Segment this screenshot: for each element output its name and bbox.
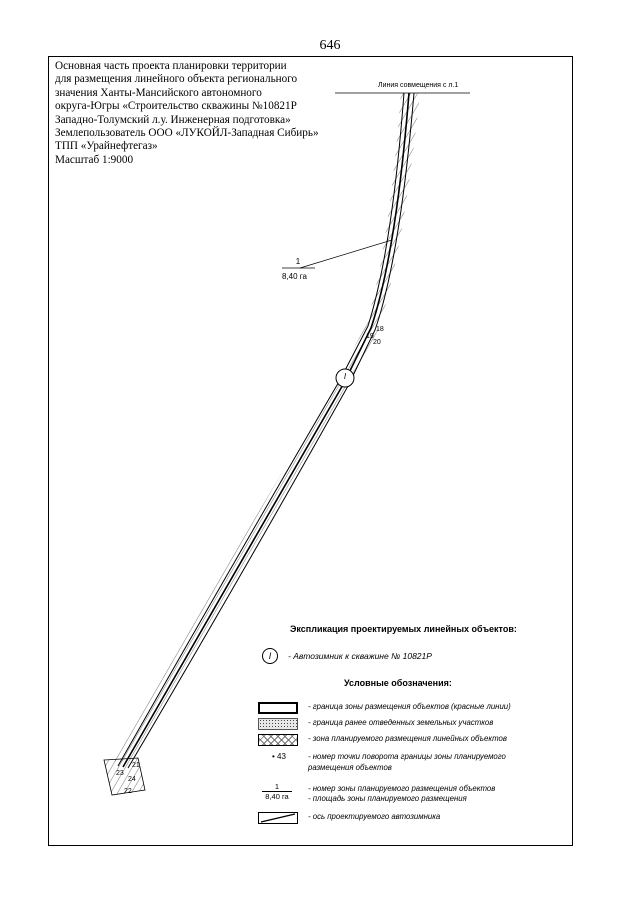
title-line: значения Ханты-Мансийского автономного (55, 86, 262, 99)
legend-text: - зона планируемого размещения линейных объектов (308, 734, 507, 743)
match-line-label: Линия совмещения с л.1 (378, 82, 459, 89)
point-label: 23 (116, 770, 124, 777)
zone-area-callout: 8,40 га (282, 272, 307, 281)
legend-title: Условные обозначения: (344, 678, 452, 688)
scale-label: Масштаб 1:9000 (55, 153, 134, 166)
point-label: 22 (124, 788, 132, 795)
dotted-parcel-symbol (258, 718, 298, 730)
object-label: - Автозимник к скважине № 10821Р (288, 651, 432, 661)
legend-text: - номер точки поворота границы зоны планируемого (308, 752, 506, 761)
title-line: Западно-Толумский л.у. Инженерная подготовка» (55, 113, 291, 126)
hatched-zone-symbol (258, 734, 298, 746)
title-line: Основная часть проекта планировки территории (55, 60, 287, 72)
callout-leader (300, 240, 392, 268)
road-axis-symbol (258, 812, 298, 824)
legend-text: - граница зоны размещения объектов (красные линии) (308, 702, 511, 711)
point-label: 18 (376, 326, 384, 333)
object-marker-label: I (343, 372, 347, 381)
legend-text: - ось проектируемого автозимника (308, 812, 441, 821)
title-line: для размещения линейного объекта регионального (55, 73, 298, 86)
zone-fraction-symbol (262, 782, 292, 801)
legend-text-continued: размещения объектов (308, 763, 392, 772)
turn-point-symbol: • 43 (272, 752, 286, 761)
explication-object-row (262, 648, 562, 666)
point-label: 24 (128, 776, 136, 783)
title-line: округа-Югры «Строительство скважины №10821Р (55, 100, 297, 113)
legend-item-zone-number (258, 784, 568, 808)
point-label: 20 (373, 339, 381, 346)
point-label: 21 (132, 762, 140, 769)
red-line-symbol (258, 702, 298, 714)
fraction-numerator: 1 (262, 782, 292, 792)
legend-text: - номер зоны планируемого размещения объектов (308, 784, 496, 793)
point-label: 19 (366, 333, 374, 340)
title-line: ТПП «Урайнефтегаз» (55, 140, 158, 153)
explication-title: Экспликация проектируемых линейных объектов: (290, 624, 517, 634)
object-number-circle: I (262, 648, 278, 664)
legend-text: - граница ранее отведенных земельных участков (308, 718, 494, 727)
page-number: 646 (319, 38, 341, 53)
title-line: Землепользователь ООО «ЛУКОЙЛ-Западная Сибирь» (55, 127, 319, 140)
legend-item-turn-point (258, 752, 568, 776)
fraction-denominator: 8,40 га (265, 792, 289, 801)
zone-number-callout: 1 (295, 257, 301, 266)
legend-text-continued: - площадь зоны планируемого размещения (308, 794, 467, 803)
